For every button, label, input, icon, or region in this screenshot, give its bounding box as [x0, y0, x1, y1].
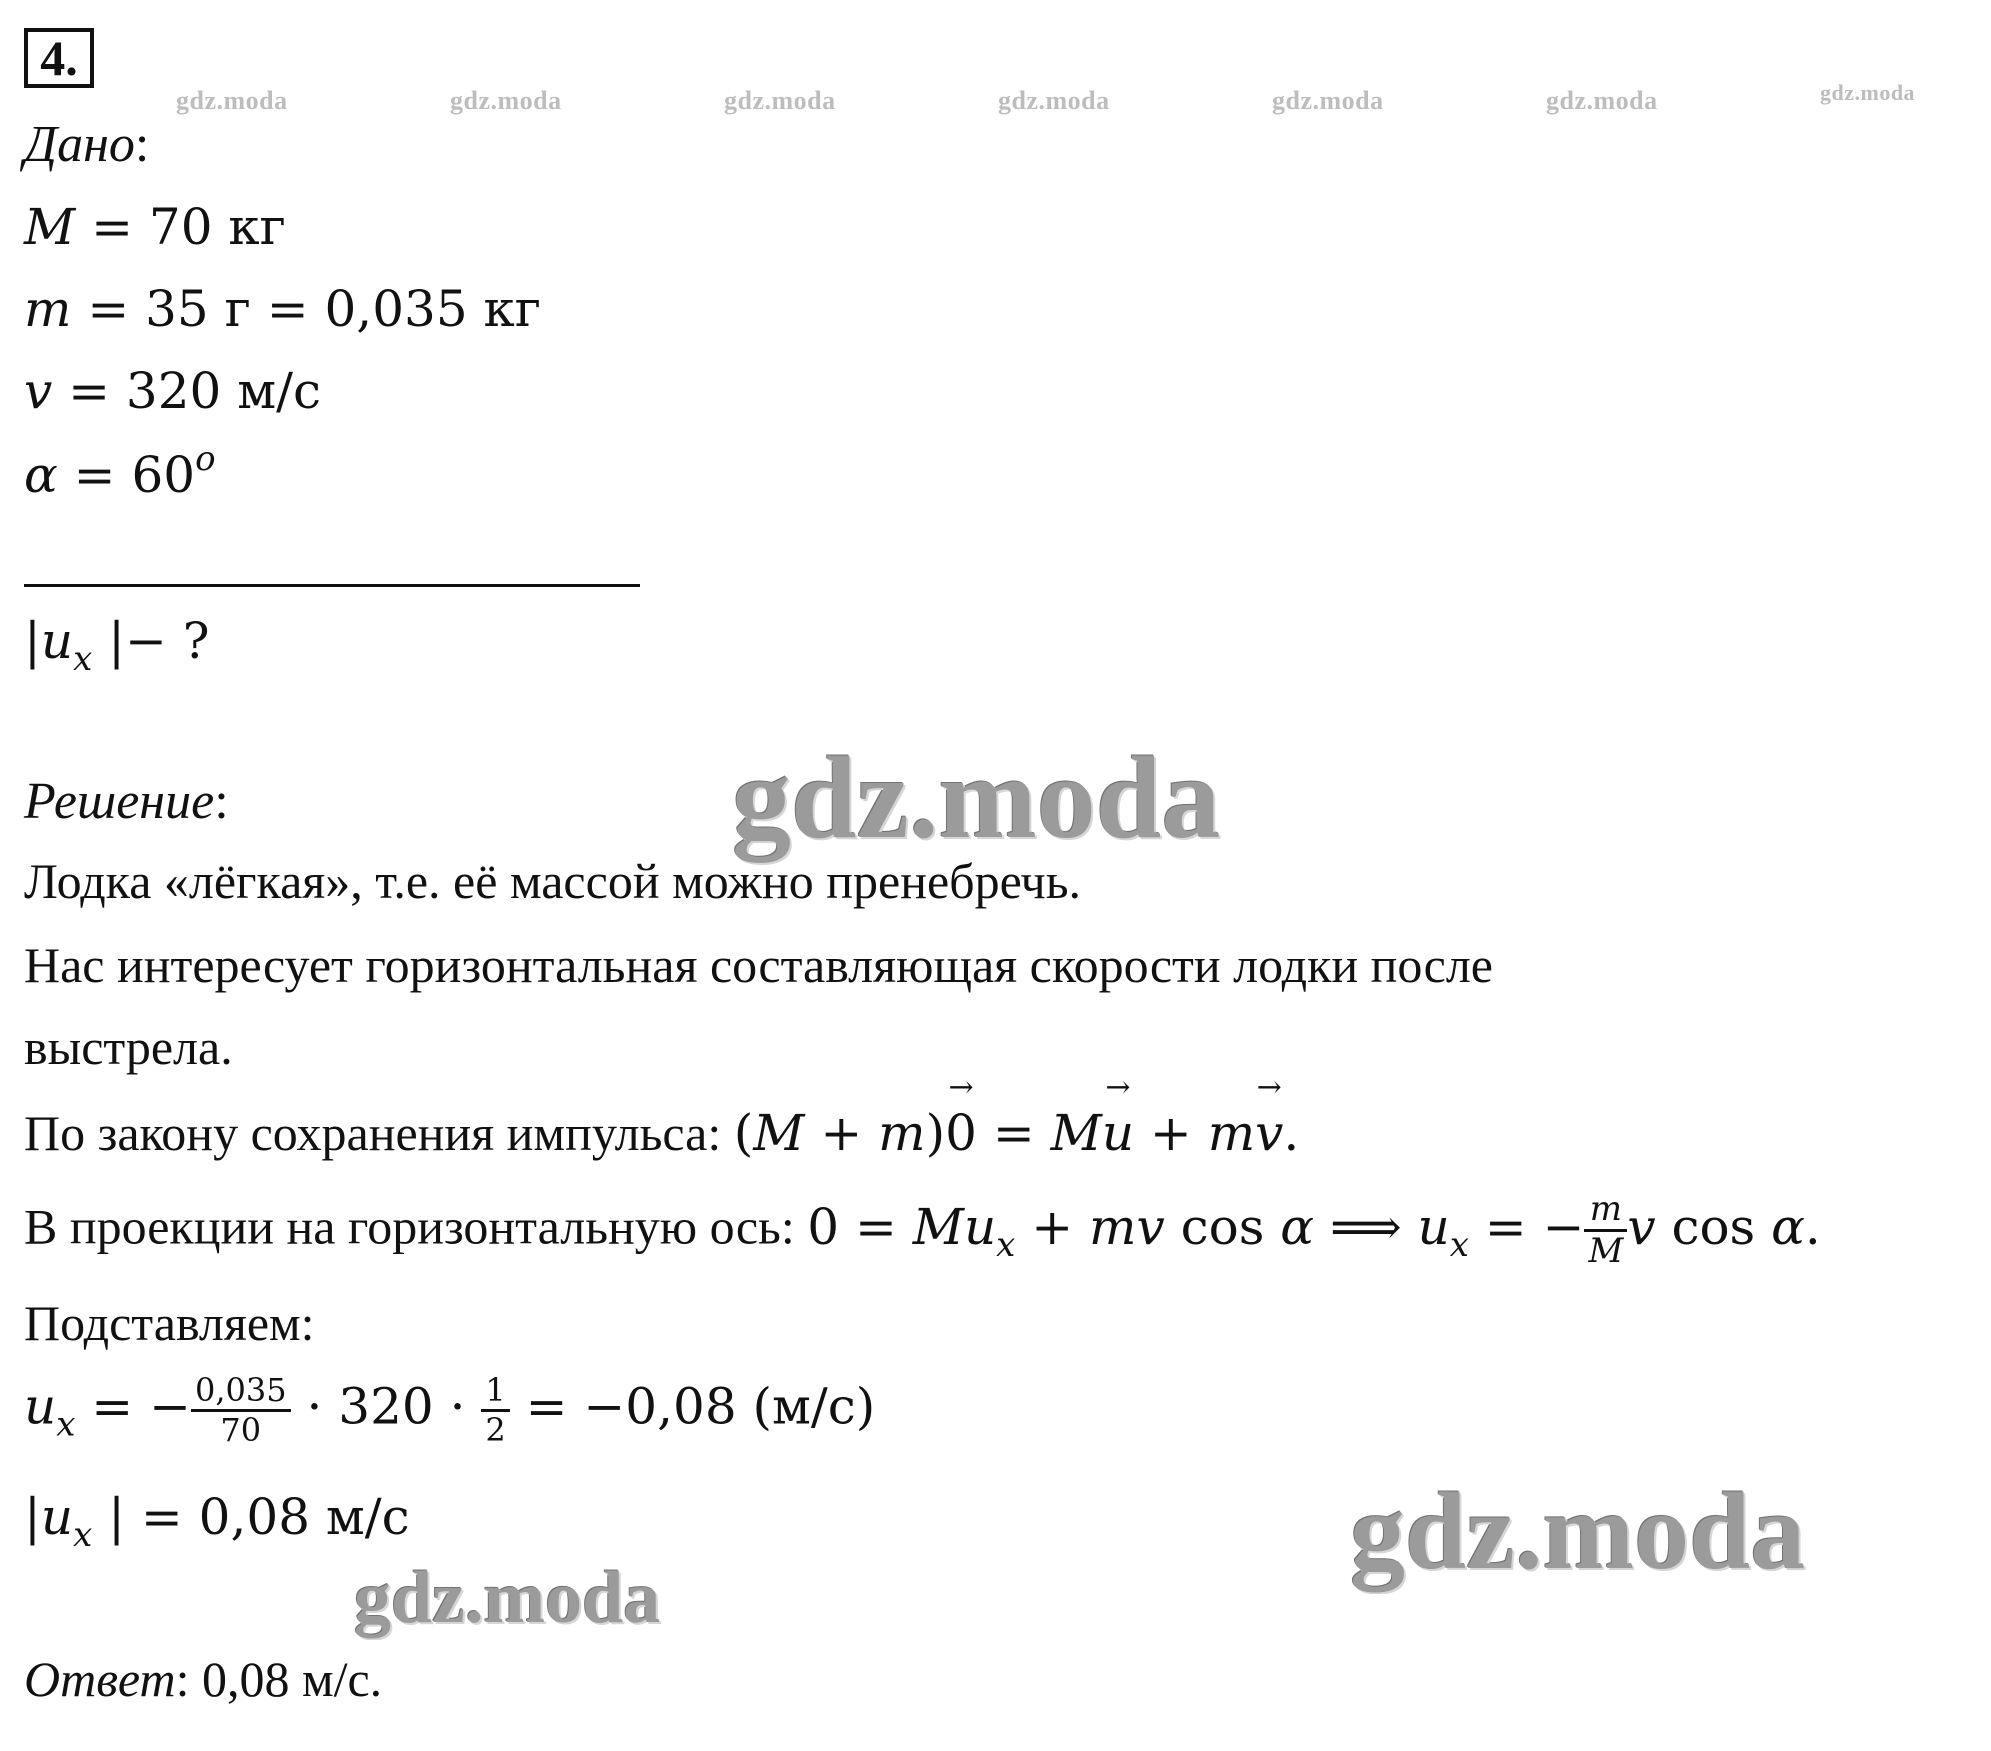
watermark-small-1: gdz.moda — [176, 86, 288, 115]
given-label: Дано: — [24, 116, 150, 173]
problem-number: 4. — [24, 28, 94, 88]
solution-line-2b: выстрела. — [24, 1019, 233, 1075]
absolute-result: $|u_x$ | = 0,08 м/с — [24, 1488, 410, 1555]
watermark-large-2: gdz.moda — [1350, 1470, 1806, 1592]
watermark-large-1: gdz.moda — [732, 732, 1221, 863]
answer-line: Ответ: 0,08 м/с. — [24, 1651, 383, 1707]
find-quantity: $|u_x$ |− ? — [24, 612, 210, 679]
watermark-small-7: gdz.moda — [1820, 80, 1916, 105]
watermark-small-4: gdz.moda — [998, 86, 1110, 115]
solution-line-2a: Нас интересует горизонтальная составляющая скорости лодки после — [24, 937, 1493, 993]
watermark-small-6: gdz.moda — [1546, 86, 1658, 115]
calculation-line: $u_x$ = − $\frac{0,035}{70}$ · 320 · $\frac{1}{2}$ = −0,08 (м/с) — [24, 1371, 876, 1449]
watermark-small-3: gdz.moda — [724, 86, 836, 115]
given-mass-boat: M = 70 кг — [24, 198, 286, 256]
solution-label: Решение: — [24, 773, 229, 830]
watermark-small-5: gdz.moda — [1272, 86, 1384, 115]
watermark-small-2: gdz.moda — [450, 86, 562, 115]
given-divider — [24, 584, 640, 587]
given-angle: $\alpha = 60^o$ — [24, 439, 216, 504]
momentum-law-line: По закону сохранения импульса: (M + m)→ 0 = M→ u + m→ v. — [24, 1104, 1299, 1162]
given-velocity: v = 320 м/с — [24, 362, 321, 420]
solution-line-1: Лодка «лёгкая», т.е. её массой можно пренебречь. — [24, 853, 1082, 909]
watermark-large-3: gdz.moda — [354, 1557, 661, 1639]
given-mass-bullet: m = 35 г = 0,035 кг — [24, 280, 541, 338]
substitute-label: Подставляем: — [24, 1295, 315, 1351]
projection-line: В проекции на горизонтальную ось: $0 = Mu_x$ + mv cos α ⟹ $u_x$ = − $\frac{m}{M}$ v cos α. — [24, 1189, 1821, 1272]
